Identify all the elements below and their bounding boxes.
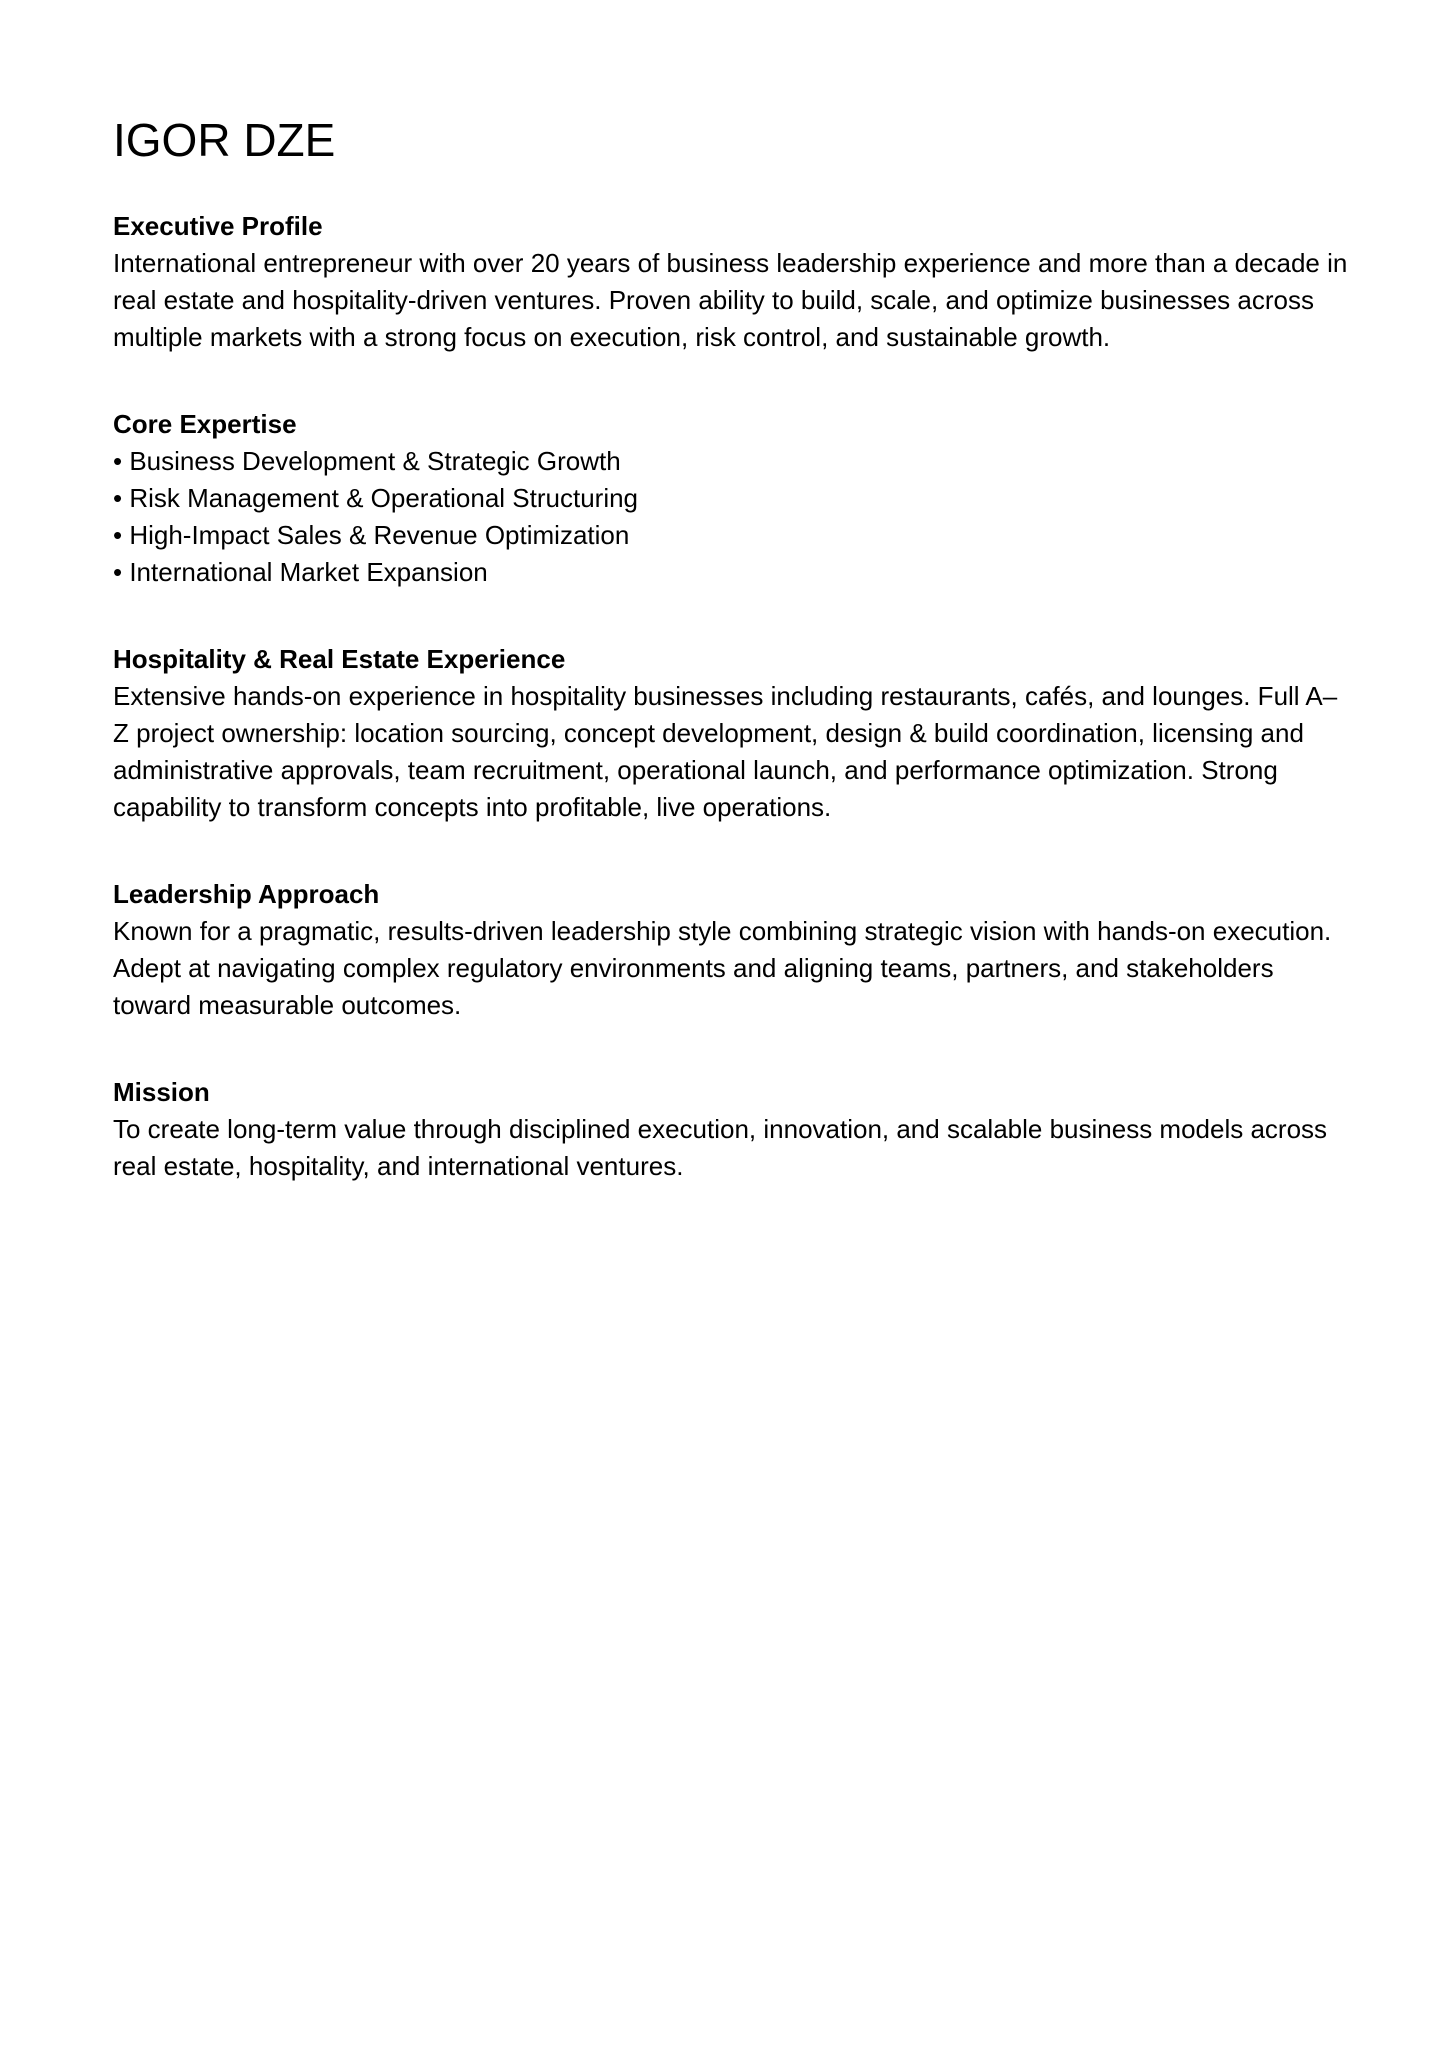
core-expertise-section: [113, 406, 1353, 591]
hospitality-experience-body: Extensive hands-on experience in hospitality businesses including restaurants, cafés, and lounges. Full A–Z project ownership: location sourcing, concept development, design & build coordination, licensing and administrative approvals, team recruitment, operational launch, and performance optimization. Strong capability to transform concepts into profitable, live operations.: [113, 681, 1338, 822]
leadership-approach-section: [113, 876, 1353, 1024]
core-expertise-heading: Core Expertise: [113, 409, 297, 439]
document-page: [113, 112, 1353, 1235]
mission-body: To create long-term value through disciplined execution, innovation, and scalable business models across real estate, hospitality, and international ventures.: [113, 1114, 1328, 1181]
core-expertise-item: • High-Impact Sales & Revenue Optimization: [113, 517, 1353, 554]
hospitality-experience-heading: Hospitality & Real Estate Experience: [113, 644, 566, 674]
core-expertise-item: • International Market Expansion: [113, 554, 1353, 591]
executive-profile-section: [113, 208, 1353, 356]
core-expertise-list: [113, 443, 1353, 591]
document-title: IGOR DZE: [113, 114, 336, 166]
mission-section: [113, 1074, 1353, 1185]
hospitality-experience-section: [113, 641, 1353, 826]
executive-profile-body: International entrepreneur with over 20 years of business leadership experience and more than a decade in real estate and hospitality-driven ventures. Proven ability to build, scale, and optimize businesses across multiple markets with a strong focus on execution, risk control, and sustainable growth.: [113, 248, 1348, 352]
mission-heading: Mission: [113, 1077, 210, 1107]
executive-profile-heading: Executive Profile: [113, 211, 323, 241]
leadership-approach-heading: Leadership Approach: [113, 879, 380, 909]
core-expertise-item: • Risk Management & Operational Structuring: [113, 480, 1353, 517]
core-expertise-item: • Business Development & Strategic Growth: [113, 443, 1353, 480]
leadership-approach-body: Known for a pragmatic, results-driven leadership style combining strategic vision with hands-on execution. Adept at navigating complex regulatory environments and aligning teams, partners, and stakeholders toward measurable outcomes.: [113, 916, 1332, 1020]
